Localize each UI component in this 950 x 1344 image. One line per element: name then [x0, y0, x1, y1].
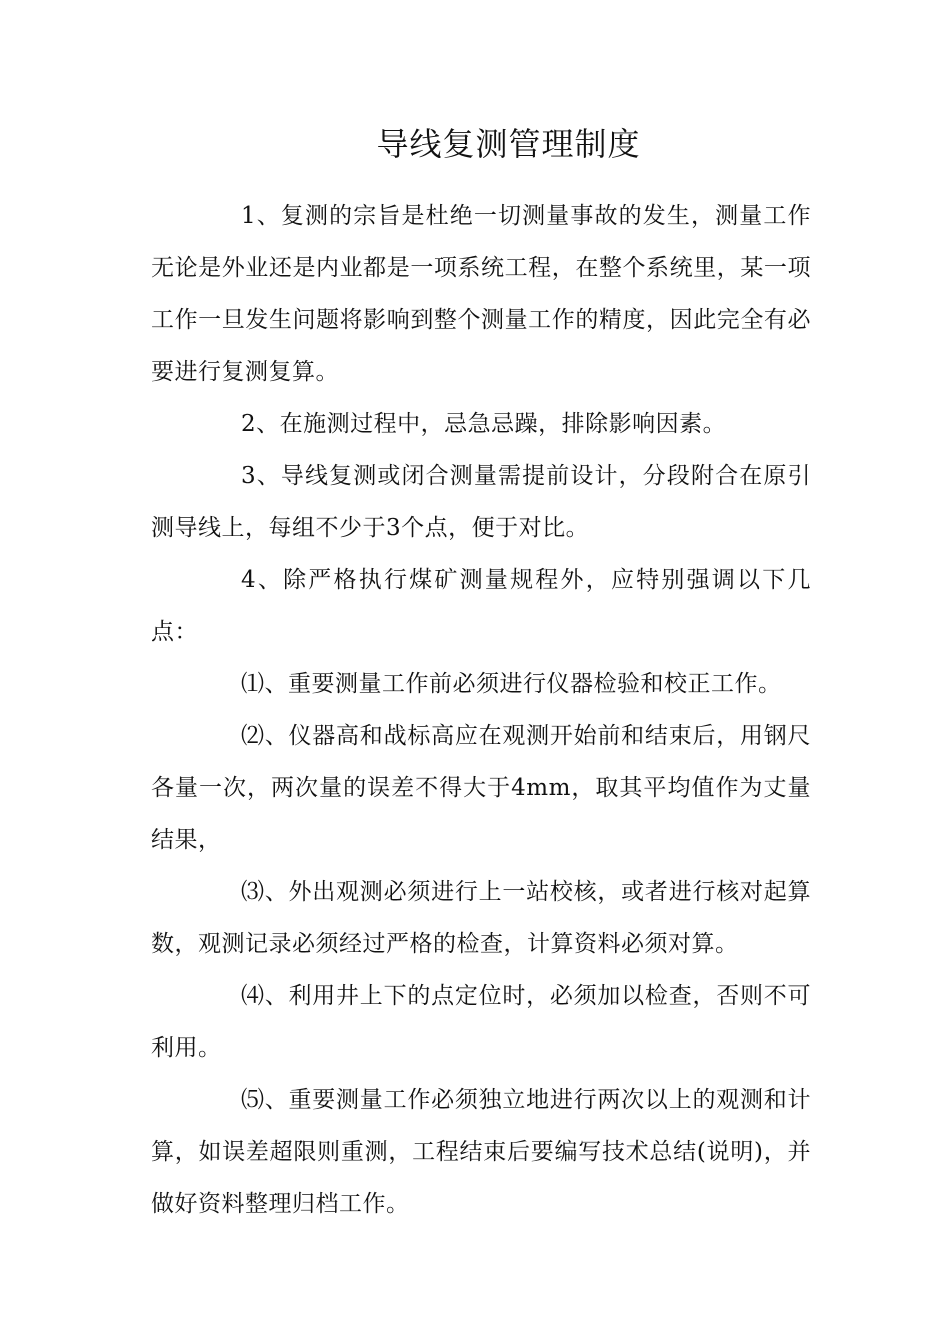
document-title: 导线复测管理制度 — [376, 125, 641, 163]
paragraph-3: 3、导线复测或闭合测量需提前设计，分段附合在原引测导线上，每组不少于3个点，便于对比。 — [151, 463, 811, 541]
paragraph-4-5: ⑸、重要测量工作必须独立地进行两次以上的观测和计算，如误差超限则重测，工程结束后要编写技术总结(说明)，并做好资料整理归档工作。 — [151, 1087, 811, 1217]
paragraph-4-4: ⑷、利用井上下的点定位时，必须加以检查，否则不可利用。 — [151, 983, 811, 1061]
document-body — [151, 190, 811, 1230]
paragraph-4-2: ⑵、仪器高和战标高应在观测开始前和结束后，用钢尺各量一次，两次量的误差不得大于4mm，取其平均值作为丈量结果， — [151, 723, 811, 853]
paragraph-2: 2、在施测过程中，忌急忌躁，排除影响因素。 — [241, 411, 727, 437]
paragraph-4: 4、除严格执行煤矿测量规程外，应特别强调以下几点： — [151, 567, 811, 645]
paragraph-4-1: ⑴、重要测量工作前必须进行仪器检验和校正工作。 — [241, 671, 782, 697]
paragraph-4-3: ⑶、外出观测必须进行上一站校核，或者进行核对起算数，观测记录必须经过严格的检查，计算资料必须对算。 — [151, 879, 811, 957]
paragraph-1: 1、复测的宗旨是杜绝一切测量事故的发生，测量工作无论是外业还是内业都是一项系统工程，在整个系统里，某一项工作一旦发生问题将影响到整个测量工作的精度，因此完全有必要进行复测复算。 — [151, 203, 811, 385]
